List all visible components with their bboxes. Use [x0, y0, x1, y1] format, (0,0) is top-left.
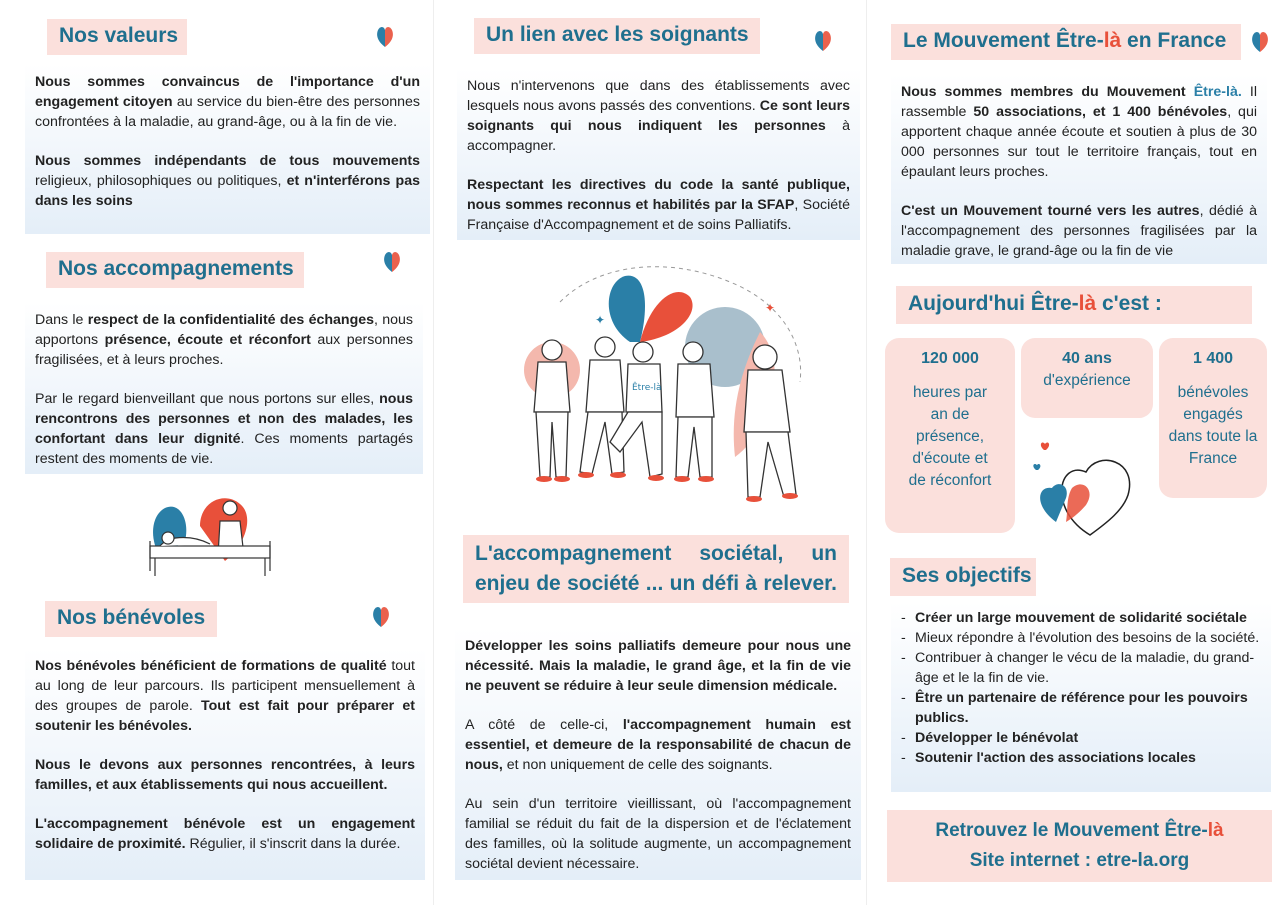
soc-text: Au sein d'un territoire vieillissant, où l'accompagnement familial se réduit du fait de la dispersion et de l'éclatement des familles, où la solitude augmente, un accompagnement sociétal devient nécessaire. — [465, 796, 851, 872]
benev-text: Régulier, il s'inscrit dans la durée. — [185, 836, 401, 852]
benev-bold: Tout est fait pour préparer et soutenir les bénévoles. — [35, 698, 415, 734]
accomp-text: . Ces moments partagés restent des moments de vie. — [35, 431, 413, 467]
auj-title-a: Aujourd'hui Être- — [908, 292, 1079, 315]
valeurs-bold: Nous sommes convaincus de l'importance d'un engagement citoyen — [35, 74, 420, 110]
objectif-text: Développer le bénévolat — [915, 730, 1079, 746]
stat-heures-label: heures par an de présence, d'écoute et de réconfort — [908, 384, 992, 489]
mouvement-title — [891, 24, 1241, 60]
lien-soignants-title: Un lien avec les soignants — [474, 18, 760, 54]
objectif-item — [899, 688, 1263, 728]
mvt-text: , dédié à l'accompagnement des personnes fragilisées par la maladie grave, le grand-âge ou la fin de vie — [901, 203, 1257, 259]
accompagnements-title: Nos accompagnements — [46, 252, 304, 288]
soc-bold: l'accompagnement humain est essentiel, et demeure de la responsabilité de chacun de nous, — [465, 717, 851, 773]
objectifs-title: Ses objectifs — [890, 558, 1036, 596]
societal-title-line2: enjeu de société ... un défi à relever. — [475, 572, 837, 595]
objectif-item — [899, 648, 1263, 688]
objectif-item — [899, 748, 1263, 768]
page-fold — [866, 0, 867, 905]
lien-bold: Respectant les directives du code la santé publique, nous sommes reconnus et habilités par la SFAP — [467, 177, 850, 213]
valeurs-bold: et n'interférons pas dans les soins — [35, 173, 420, 209]
valeurs-bold: Nous sommes indépendants de tous mouvements — [35, 153, 420, 169]
auj-title-brand: là — [1078, 292, 1097, 315]
objectif-text: Contribuer à changer le vécu de la maladie, du grand-âge et le la fin de vie. — [915, 650, 1255, 686]
site-internet-box — [887, 810, 1272, 882]
objectif-item — [899, 608, 1263, 628]
lien-bold: Ce sont leurs soignants qui nous indiquent les personnes — [467, 98, 850, 134]
svg-text:✦: ✦ — [595, 313, 606, 327]
bedside-illustration — [140, 486, 280, 586]
objectif-item — [899, 628, 1263, 648]
shirt-label: Être-là — [632, 383, 662, 393]
accomp-bold: respect de la confidentialité des échanges — [87, 312, 375, 328]
benev-bold: L'accompagnement bénévole est un engagement solidaire de proximité. — [35, 816, 415, 852]
mvt-title-c: en France — [1121, 29, 1227, 52]
accomp-text: , nous apportons — [35, 312, 413, 348]
heart-logo-icon — [371, 605, 391, 629]
mouvement-box — [891, 74, 1267, 264]
accomp-text: aux personnes fragilisées, et à leurs proches. — [35, 332, 414, 368]
stat-heures-number: 120 000 — [921, 350, 979, 367]
benevoles-title: Nos bénévoles — [45, 601, 217, 637]
site-line1 — [887, 816, 1272, 846]
site-line1-brand: là — [1207, 820, 1224, 841]
accomp-text: Dans le — [35, 312, 88, 328]
accomp-bold: nous rencontrons des personnes et non des malades, les confortant dans leur dignité — [35, 391, 413, 447]
stat-benevoles — [1159, 338, 1267, 498]
aujourdhui-title — [896, 286, 1252, 324]
objectif-item — [899, 728, 1263, 748]
mvt-bold: Nous sommes membres du Mouvement — [901, 84, 1194, 100]
stat-experience-label: d'expérience — [1043, 372, 1131, 389]
mvt-bold: C'est un Mouvement tourné vers les autres — [901, 203, 1200, 219]
page-fold — [433, 0, 434, 905]
site-line1-text: Retrouvez le Mouvement Être- — [935, 820, 1208, 841]
heart-logo-icon — [375, 25, 395, 49]
objectifs-box — [891, 602, 1271, 792]
mvt-bold: 50 associations, et 1 400 bénévoles — [973, 104, 1228, 120]
valeurs-title: Nos valeurs — [47, 19, 187, 55]
heart-logo-icon — [813, 29, 833, 53]
lien-text: à accompagner. — [467, 118, 850, 154]
societal-title-line1: L'accompagnement sociétal, un — [475, 542, 837, 565]
valeurs-text: religieux, philosophiques ou politiques, — [35, 173, 287, 189]
benev-bold: Nous le devons aux personnes rencontrées, à leurs familles, et aux établissements qui nous accueillent. — [35, 757, 415, 793]
mvt-title-a: Le Mouvement Être- — [903, 29, 1104, 52]
soc-text: A côté de celle-ci, — [465, 717, 623, 733]
accomp-bold: présence, écoute et réconfort — [104, 332, 311, 348]
objectif-text: Créer un large mouvement de solidarité sociétale — [915, 610, 1247, 626]
auj-title-c: c'est : — [1096, 292, 1162, 315]
objectif-text: Mieux répondre à l'évolution des besoins de la société. — [915, 630, 1260, 646]
stat-benevoles-number: 1 400 — [1192, 350, 1234, 367]
stat-experience — [1021, 338, 1153, 418]
accomp-text: Par le regard bienveillant que nous portons sur elles, — [35, 391, 380, 407]
mvt-brand: Être-là. — [1193, 84, 1242, 100]
valeurs-box — [25, 64, 430, 234]
objectif-text: Soutenir l'action des associations locales — [915, 750, 1196, 766]
benevoles-box — [25, 648, 425, 880]
mvt-text: Il rassemble — [901, 84, 1257, 120]
accompagnements-box — [25, 302, 423, 474]
volunteers-illustration — [500, 262, 830, 514]
societal-title — [463, 535, 849, 603]
objectif-text: Être un partenaire de référence pour les pouvoirs publics. — [915, 690, 1248, 726]
mvt-text: , qui apportent chaque année écoute et soutien à plus de 30 000 personnes sur tout le territoire français, tout en épaulant leurs proches. — [901, 104, 1257, 180]
objectifs-list — [899, 608, 1263, 768]
lien-soignants-box — [457, 68, 860, 240]
heart-logo-icon — [1250, 30, 1270, 54]
heart-logo-icon — [382, 250, 402, 274]
soc-text: et non uniquement de celle des soignants. — [502, 757, 773, 773]
stat-benevoles-label: bénévoles engagés dans toute la France — [1168, 384, 1258, 467]
svg-text:✦: ✦ — [765, 301, 776, 315]
lien-text: , Société Française d'Accompagnement et de soins Palliatifs. — [467, 197, 850, 233]
stat-experience-number: 40 ans — [1062, 350, 1112, 367]
lien-text: Nous n'intervenons que dans des établissements avec lesquels nous avons passés des conventions. — [467, 78, 850, 114]
mvt-title-brand: là — [1103, 29, 1122, 52]
heart-outline-icon — [1028, 440, 1148, 540]
benev-bold: Nos bénévoles bénéficient de formations de qualité — [35, 658, 387, 674]
societal-box — [455, 628, 861, 880]
site-url[interactable]: Site internet : etre-la.org — [969, 850, 1190, 871]
benev-text: tout au long de leur parcours. Ils participent mensuellement à des groupes de parole. — [35, 658, 416, 714]
stat-heures — [885, 338, 1015, 533]
valeurs-text: au service du bien-être des personnes confrontées à la maladie, au grand-âge, ou à la fin de vie. — [35, 94, 420, 130]
soc-bold: Développer les soins palliatifs demeure pour nous une nécessité. Mais la maladie, le grand âge, et la fin de vie ne peuvent se réduire à leur seule dimension médicale. — [465, 638, 851, 694]
